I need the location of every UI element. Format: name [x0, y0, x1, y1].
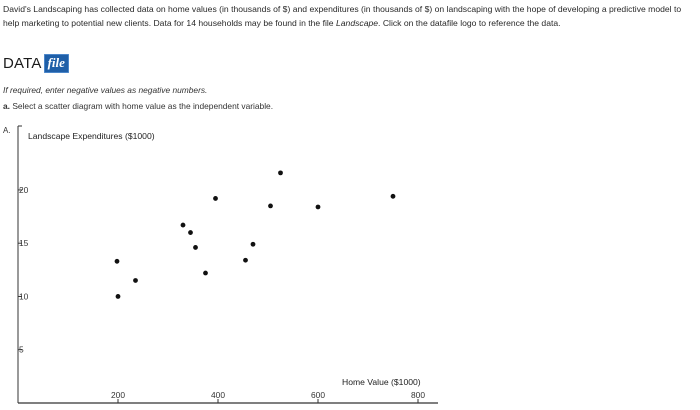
- data-point: [133, 278, 138, 283]
- x-tick-label: 600: [311, 390, 325, 400]
- datafile-word: DATA: [3, 55, 42, 72]
- problem-text-part1: David's Landscaping has collected data on home values (in thousands of $) and expenditures (in thousands of $) on landscaping with the hope of developing a predictive model to help marketing to potential new clients. Data for 14 households may be found in the file: [3, 4, 682, 28]
- x-tick-label: 800: [411, 390, 425, 400]
- chart-ticks: [18, 185, 425, 403]
- data-point: [213, 196, 218, 201]
- datafile-badge: file: [44, 54, 69, 73]
- x-tick-label: 400: [211, 390, 225, 400]
- question-text: Select a scatter diagram with home value as the independent variable.: [12, 101, 274, 111]
- data-point: [243, 258, 248, 263]
- y-axis-label: Landscape Expenditures ($1000): [28, 131, 155, 141]
- x-tick-label: 200: [111, 390, 125, 400]
- data-point: [203, 271, 208, 276]
- y-tick-label: 15: [19, 238, 29, 249]
- data-point: [181, 223, 186, 228]
- problem-text-part2: . Click on the datafile logo to reference the data.: [378, 18, 561, 28]
- data-point: [115, 259, 120, 264]
- y-tick-label: 20: [19, 184, 29, 195]
- y-tick-label: 10: [19, 291, 29, 302]
- data-point: [188, 230, 193, 235]
- question-letter: a.: [3, 101, 10, 111]
- data-point: [193, 245, 198, 250]
- data-point: [268, 204, 273, 209]
- data-point: [278, 170, 283, 175]
- chart-axes: [18, 126, 438, 403]
- data-point: [116, 294, 121, 299]
- y-tick-label: 5: [19, 344, 24, 355]
- data-point: [391, 194, 396, 199]
- chart-points: [115, 170, 396, 298]
- x-axis-label: Home Value ($1000): [342, 377, 421, 387]
- data-point: [251, 242, 256, 247]
- data-point: [316, 205, 321, 210]
- instruction-text: If required, enter negative values as negative numbers.: [3, 85, 208, 95]
- option-a-label[interactable]: A.: [3, 126, 11, 135]
- problem-file-name: Landscape: [335, 18, 379, 28]
